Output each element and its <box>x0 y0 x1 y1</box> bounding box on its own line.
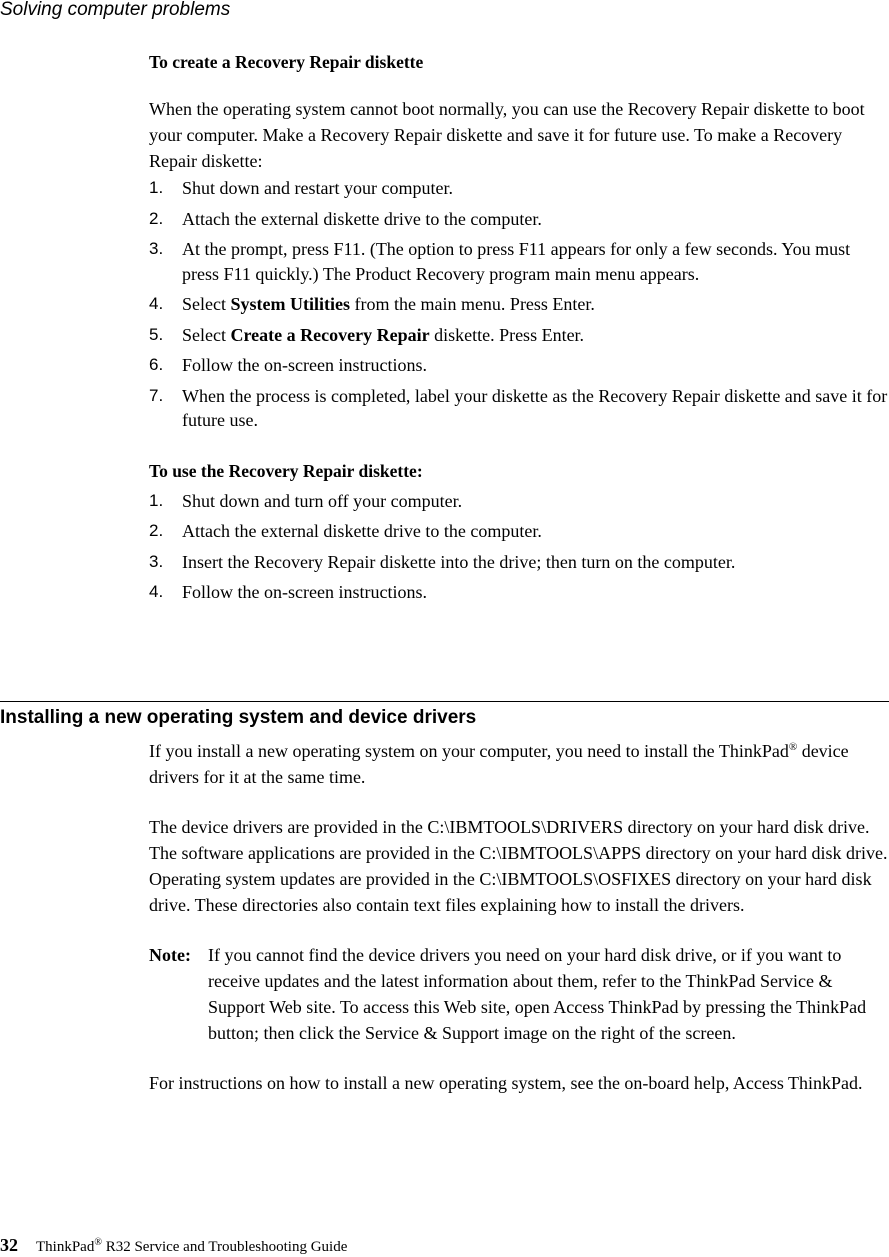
install-section <box>149 738 889 1096</box>
step-number: 5. <box>149 324 164 344</box>
step-number: 2. <box>149 521 164 540</box>
recovery-section <box>149 50 889 611</box>
list-item <box>149 292 889 317</box>
step-text-pre: Select <box>182 294 231 314</box>
step-text: Attach the external diskette drive to the computer. <box>182 208 542 229</box>
step-number: 1. <box>149 178 164 197</box>
section-heading: Installing a new operating system and device drivers <box>0 707 477 728</box>
step-text: At the prompt, press F11. (The option to press F11 appears for only a few seconds. You must press F11 quickly.) The Product Recovery program main menu appears. <box>182 239 851 284</box>
note-label: Note: <box>149 945 191 965</box>
list-item <box>149 176 889 201</box>
create-diskette-intro: When the operating system cannot boot normally, you can use the Recovery Repair diskette to boot your computer. Make a Recovery Repair diskette and save it for future use. To make a Recovery Repair diskette: <box>149 99 865 171</box>
step-number: 4. <box>149 294 164 313</box>
para1-after: device drivers for it at the same time. <box>149 741 849 787</box>
menu-option-system-utilities: System Utilities <box>230 294 350 314</box>
step-text: Follow the on-screen instructions. <box>182 582 427 602</box>
note-text: If you cannot find the device drivers you need on your hard disk drive, or if you want to receive updates and the latest information about them, refer to the ThinkPad Service & Support Web site. To access this Web site, open Access ThinkPad by pressing the ThinkPad button; then click the Service & Support image on the right of the screen. <box>208 945 867 1043</box>
section-divider <box>0 701 889 702</box>
list-item <box>149 207 889 232</box>
create-diskette-heading: To create a Recovery Repair diskette <box>149 52 424 72</box>
para1-before: If you install a new operating system on your computer, you need to install the ThinkPad <box>149 741 789 761</box>
footer-title-after: R32 Service and Troubleshooting Guide <box>101 1239 348 1255</box>
running-head: Solving computer problems <box>0 0 231 20</box>
step-number: 2. <box>149 208 164 228</box>
list-item <box>149 550 889 575</box>
list-item <box>149 237 889 286</box>
step-text-post: diskette. Press Enter. <box>429 324 585 345</box>
footer-registered-mark: ® <box>94 1237 102 1248</box>
step-number: 1. <box>149 490 164 510</box>
note-block <box>149 942 889 1046</box>
step-text: Shut down and turn off your computer. <box>182 490 463 511</box>
step-number: 3. <box>149 239 164 258</box>
step-text: When the process is completed, label your diskette as the Recovery Repair diskette and save it for future use. <box>182 385 888 430</box>
install-paragraph-2: The device drivers are provided in the C:\IBMTOOLS\DRIVERS directory on your hard disk drive. The software applications are provided in the C:\IBMTOOLS\APPS directory on your hard disk drive. Operating system updates are provided in the C:\IBMTOOLS\OSFIXES directory on your hard disk drive. These directories also contain text files explaining how to install the drivers. <box>149 817 888 915</box>
footer-title-before: ThinkPad <box>36 1239 95 1255</box>
step-number: 6. <box>149 355 164 374</box>
list-item <box>149 519 889 544</box>
use-diskette-heading: To use the Recovery Repair diskette: <box>149 460 423 481</box>
step-text-post: from the main menu. Press Enter. <box>349 294 595 314</box>
step-text: Shut down and restart your computer. <box>182 178 453 198</box>
page-number: 32 <box>0 1235 18 1255</box>
step-text: Attach the external diskette drive to the computer. <box>182 521 542 541</box>
list-item <box>149 323 889 348</box>
page-footer <box>0 1235 347 1257</box>
registered-mark: ® <box>788 741 798 753</box>
step-text: Insert the Recovery Repair diskette into the drive; then turn on the computer. <box>182 551 736 572</box>
step-number: 4. <box>149 582 164 601</box>
step-number: 3. <box>149 551 164 571</box>
step-text: Follow the on-screen instructions. <box>182 355 427 375</box>
list-item <box>149 580 889 605</box>
list-item <box>149 384 889 433</box>
create-diskette-steps <box>149 176 889 433</box>
step-text-pre: Select <box>182 324 231 345</box>
list-item <box>149 353 889 378</box>
step-number: 7. <box>149 385 164 405</box>
install-paragraph-1 <box>149 738 889 790</box>
list-item <box>149 489 889 514</box>
menu-option-create-recovery-repair: Create a Recovery Repair <box>230 324 430 345</box>
use-diskette-steps <box>149 489 889 605</box>
install-paragraph-3: For instructions on how to install a new operating system, see the on-board help, Access ThinkPad. <box>149 1073 863 1093</box>
